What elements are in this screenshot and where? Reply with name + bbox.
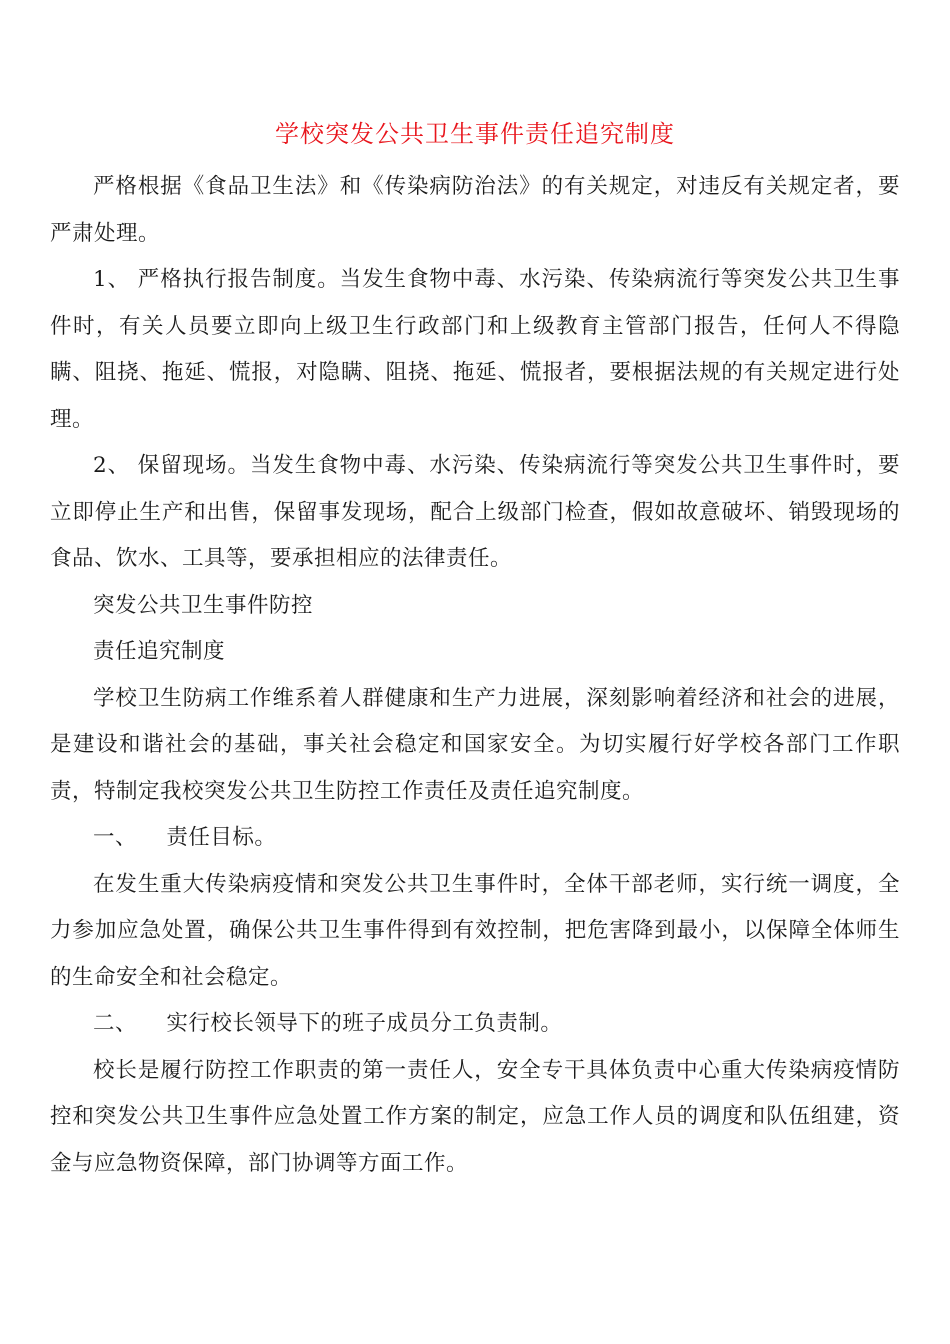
paragraph-intro: 严格根据《食品卫生法》和《传染病防治法》的有关规定，对违反有关规定者，要严肃处理。 [50, 174, 900, 246]
paragraph-principal: 校长是履行防控工作职责的第一责任人，安全专干具体负责中心重大传染病疫情防控和突发公共卫生事件应急处置工作方案的制定，应急工作人员的调度和队伍组建，资金与应急物资保障，部门协调等方面工作。 [50, 1057, 900, 1176]
paragraph-background: 学校卫生防病工作维系着人群健康和生产力进展，深刻影响着经济和社会的进展，是建设和谐社会的基础，事关社会稳定和国家安全。为切实履行好学校各部门工作职责，特制定我校突发公共卫生防控工作责任及责任追究制度。 [50, 685, 900, 804]
document-page [50, 110, 900, 1187]
paragraph-item-2: 2、 保留现场。当发生食物中毒、水污染、传染病流行等突发公共卫生事件时，要立即停止生产和出售，保留事发现场，配合上级部门检查，假如故意破坏、销毁现场的食品、饮水、工具等，要承担相应的法律责任。 [50, 453, 900, 571]
document-title: 学校突发公共卫生事件责任追究制度 [275, 120, 675, 148]
section-heading-two: 二、 实行校长领导下的班子成员分工负责制。 [93, 1011, 563, 1036]
section-heading-prevention: 突发公共卫生事件防控 [93, 592, 314, 618]
paragraph-goal: 在发生重大传染病疫情和突发公共卫生事件时，全体干部老师，实行统一调度，全力参加应急处置，确保公共卫生事件得到有效控制，把危害降到最小，以保障全体师生的生命安全和社会稳定。 [50, 871, 900, 990]
paragraph-item-1: 1、 严格执行报告制度。当发生食物中毒、水污染、传染病流行等突发公共卫生事件时，有关人员要立即向上级卫生行政部门和上级教育主管部门报告，任何人不得隐瞒、阻挠、拖延、慌报，对隐瞒、阻挠、拖延、慌报者，要根据法规的有关规定进行处理。 [50, 267, 900, 432]
section-heading-one: 一、 责任目标。 [93, 825, 277, 850]
section-heading-accountability: 责任追究制度 [93, 639, 226, 664]
